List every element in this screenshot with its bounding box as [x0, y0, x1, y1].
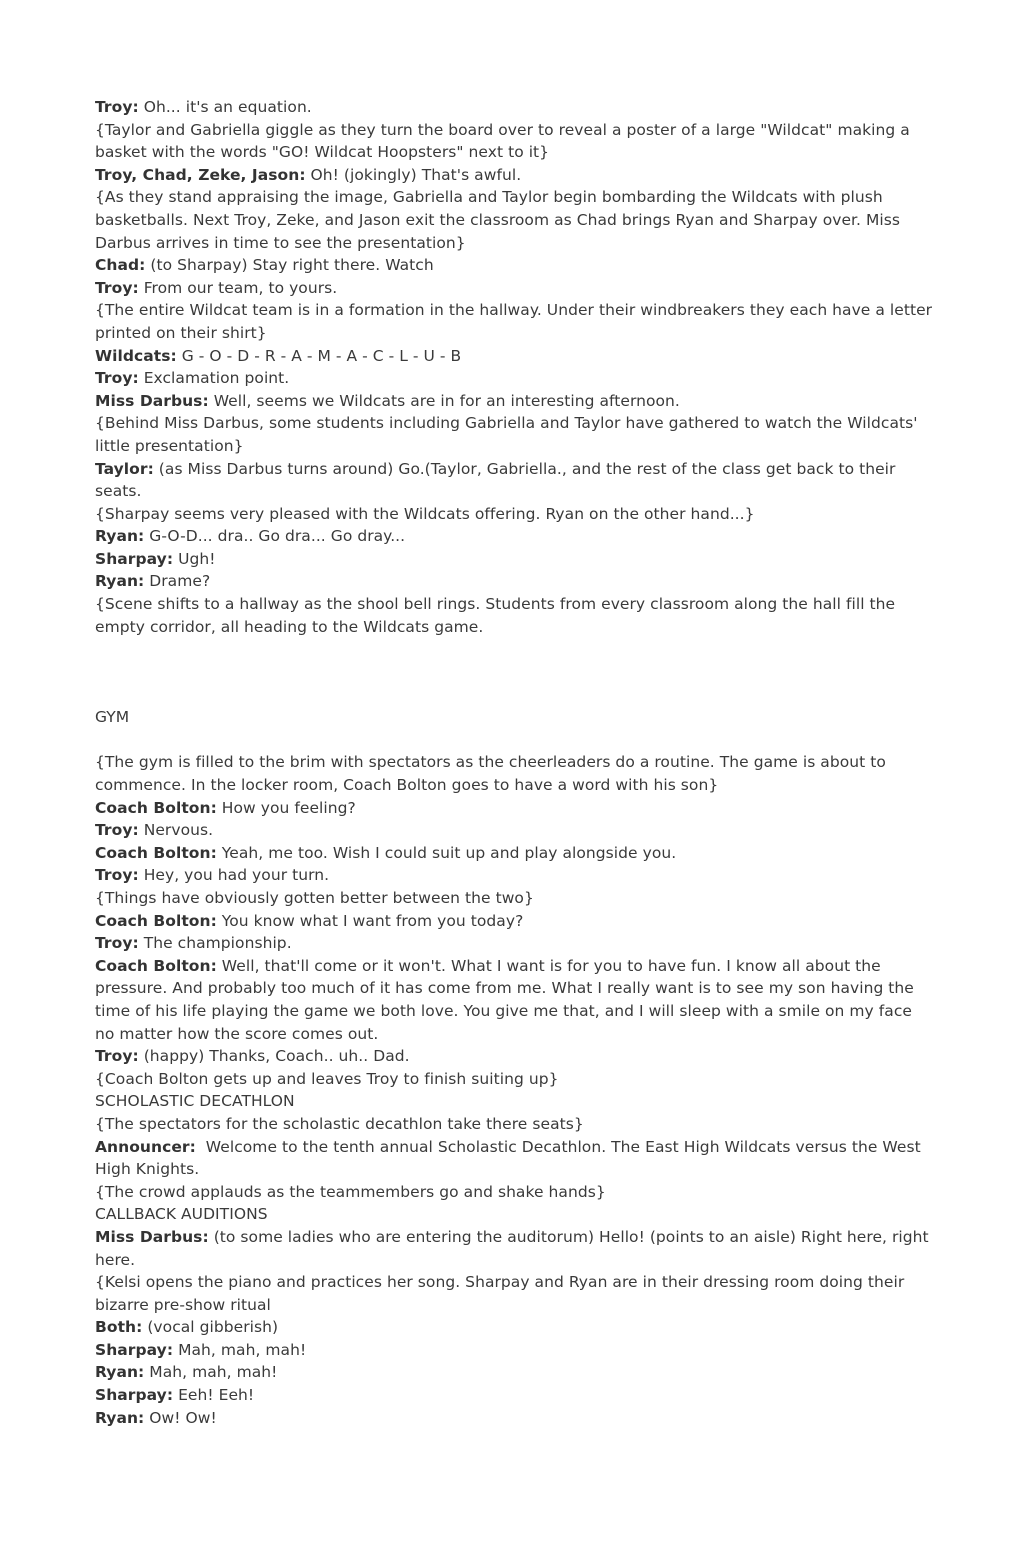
stage-direction — [95, 186, 935, 254]
speaker-name: Sharpay: — [95, 1386, 174, 1405]
line-text: Well, seems we Wildcats are in for an interesting afternoon. — [208, 391, 680, 410]
stage-direction — [95, 1181, 935, 1204]
dialogue-line — [95, 910, 935, 933]
line-text: Oh! (jokingly) That's awful. — [305, 165, 522, 184]
speaker-name: Ryan: — [95, 1363, 145, 1382]
script-page — [95, 96, 938, 1429]
stage-direction — [95, 299, 938, 344]
dialogue-line — [95, 1316, 935, 1339]
line-text: {Behind Miss Darbus, some students including Gabriella and Taylor have gathered to watch the Wildcats' little presentation} — [95, 414, 923, 455]
dialogue-line — [95, 1384, 935, 1407]
dialogue-line — [95, 1045, 935, 1068]
line-text: (happy) Thanks, Coach.. uh.. Dad. — [138, 1047, 410, 1066]
stage-direction — [95, 1203, 935, 1226]
line-text: Welcome to the tenth annual Scholastic Decathlon. The East High Wildcats versus the West High Knights. — [95, 1137, 926, 1179]
line-text: {As they stand appraising the image, Gabriella and Taylor begin bombarding the Wildcats with plush basketballs. Next Troy, Zeke, and Jason exit the classroom as Chad brings Ryan and Sharpay over. Miss Darbus arrives in time to see the presentation} — [95, 188, 906, 252]
stage-direction — [95, 751, 935, 796]
stage-direction — [95, 1113, 935, 1136]
section-gap — [95, 638, 935, 706]
line-text: (to Sharpay) Stay right there. Watch — [145, 256, 434, 275]
line-text: {Things have obviously gotten better between the two} — [95, 889, 534, 907]
speaker-name: Coach Bolton: — [95, 798, 217, 817]
speaker-name: Troy: — [95, 934, 139, 953]
line-text: {The spectators for the scholastic decathlon take there seats} — [95, 1114, 584, 1133]
line-text: {Taylor and Gabriella giggle as they turn the board over to reveal a poster of a large "Wildcat" making a basket with the words "GO! Wildcat Hoopsters" next to it} — [95, 120, 915, 162]
scene-heading-gym: GYM — [95, 708, 130, 727]
dialogue-line — [95, 1407, 935, 1430]
dialogue-line — [95, 345, 935, 368]
line-text: The championship. — [138, 934, 292, 953]
stage-direction — [95, 1068, 935, 1091]
line-text: G-O-D... dra.. Go dra... Go dray... — [144, 527, 406, 546]
line-text: Oh... it's an equation. — [138, 98, 312, 116]
dialogue-line — [95, 277, 935, 300]
dialogue-line — [95, 367, 935, 390]
speaker-name: Ryan: — [95, 572, 145, 591]
dialogue-line — [95, 254, 935, 277]
speaker-name: Miss Darbus: — [95, 1227, 209, 1246]
speaker-name: Coach Bolton: — [95, 911, 217, 930]
line-text: You know what I want from you today? — [216, 911, 524, 930]
dialogue-line — [95, 164, 935, 187]
speaker-name: Troy, Chad, Zeke, Jason: — [95, 165, 306, 184]
speaker-name: Announcer: — [95, 1137, 196, 1156]
line-text: {Kelsi opens the piano and practices her song. Sharpay and Ryan are in their dressing room doing their bizarre pre-show ritual — [95, 1273, 910, 1314]
dialogue-line — [95, 458, 935, 503]
dialogue-line — [95, 819, 935, 842]
speaker-name: Troy: — [95, 98, 139, 116]
line-text: {The entire Wildcat team is in a formation in the hallway. Under their windbreakers they each have a letter printed on their shirt} — [95, 301, 938, 342]
line-text: (to some ladies who are entering the auditorum) Hello! (points to an aisle) Right here, right here. — [95, 1227, 934, 1269]
line-text: Mah, mah, mah! — [144, 1363, 278, 1382]
line-text: {Scene shifts to a hallway as the shool bell rings. Students from every classroom along the hall fill the empty corridor, all heading to the Wildcats game. — [95, 595, 901, 636]
dialogue-line — [95, 525, 935, 548]
speaker-name: Troy: — [95, 278, 139, 297]
line-text: Ow! Ow! — [144, 1408, 217, 1427]
dialogue-line — [95, 1339, 935, 1362]
line-text: How you feeling? — [216, 798, 356, 817]
stage-direction — [95, 119, 935, 164]
dialogue-line — [95, 390, 935, 413]
speaker-name: Wildcats: — [95, 346, 177, 365]
line-text: {The gym is filled to the brim with spectators as the cheerleaders do a routine. The game is about to commence. In the locker room, Coach Bolton goes to have a word with his son} — [95, 753, 891, 795]
dialogue-line — [95, 864, 935, 887]
line-text: {Coach Bolton gets up and leaves Troy to finish suiting up} — [95, 1069, 559, 1088]
dialogue-line — [95, 932, 935, 955]
line-text: Hey, you had your turn. — [138, 866, 330, 885]
line-text: (as Miss Darbus turns around) Go.(Taylor, Gabriella., and the rest of the class get back to their seats. — [95, 459, 901, 501]
line-text: Ugh! — [173, 549, 216, 568]
stage-direction — [95, 503, 935, 526]
speaker-name: Coach Bolton: — [95, 843, 217, 862]
dialogue-line — [95, 1361, 935, 1384]
dialogue-line — [95, 955, 935, 1045]
line-text: Mah, mah, mah! — [173, 1340, 307, 1359]
stage-direction — [95, 887, 935, 910]
line-text: CALLBACK AUDITIONS — [95, 1205, 268, 1224]
line-text: Drame? — [144, 572, 211, 591]
line-text: SCHOLASTIC DECATHLON — [95, 1092, 295, 1111]
speaker-name: Miss Darbus: — [95, 391, 209, 410]
dialogue-line — [95, 1226, 935, 1271]
stage-direction — [95, 1090, 935, 1113]
line-text: G - O - D - R - A - M - A - C - L - U - B — [176, 346, 462, 365]
line-text: Yeah, me too. Wish I could suit up and play alongside you. — [216, 843, 677, 862]
speaker-name: Troy: — [95, 866, 139, 885]
script-block-gym — [95, 751, 935, 1429]
stage-direction — [95, 1271, 935, 1316]
speaker-name: Troy: — [95, 821, 139, 840]
speaker-name: Taylor: — [95, 459, 154, 478]
stage-direction — [95, 593, 935, 638]
dialogue-line — [95, 842, 935, 865]
speaker-name: Troy: — [95, 369, 139, 388]
speaker-name: Troy: — [95, 1047, 139, 1066]
speaker-name: Both: — [95, 1318, 143, 1337]
speaker-name: Ryan: — [95, 1408, 145, 1427]
dialogue-line — [95, 1136, 935, 1181]
line-text: (vocal gibberish) — [142, 1318, 279, 1337]
speaker-name: Sharpay: — [95, 549, 174, 568]
script-block-classroom — [95, 96, 938, 638]
speaker-name: Ryan: — [95, 527, 145, 546]
line-text: Eeh! Eeh! — [173, 1386, 255, 1405]
stage-direction — [95, 412, 935, 457]
speaker-name: Chad: — [95, 256, 146, 275]
line-text: Exclamation point. — [138, 369, 290, 388]
dialogue-line — [95, 797, 935, 820]
dialogue-line — [95, 570, 935, 593]
section-gap — [95, 729, 935, 752]
line-text: Well, that'll come or it won't. What I want is for you to have fun. I know all about the pressure. And probably too much of it has come from me. What I really want is to see my son having the time of his life playing the game we both love. You give me that, and I will sleep with a smile on my face no matter how the score comes out. — [95, 956, 919, 1043]
dialogue-line — [95, 548, 935, 571]
line-text: {The crowd applauds as the teammembers go and shake hands} — [95, 1182, 606, 1201]
line-text: From our team, to yours. — [138, 278, 338, 297]
line-text: Nervous. — [138, 821, 214, 840]
line-text: {Sharpay seems very pleased with the Wildcats offering. Ryan on the other hand...} — [95, 504, 755, 523]
speaker-name: Coach Bolton: — [95, 956, 217, 975]
dialogue-line — [95, 96, 935, 119]
speaker-name: Sharpay: — [95, 1340, 174, 1359]
